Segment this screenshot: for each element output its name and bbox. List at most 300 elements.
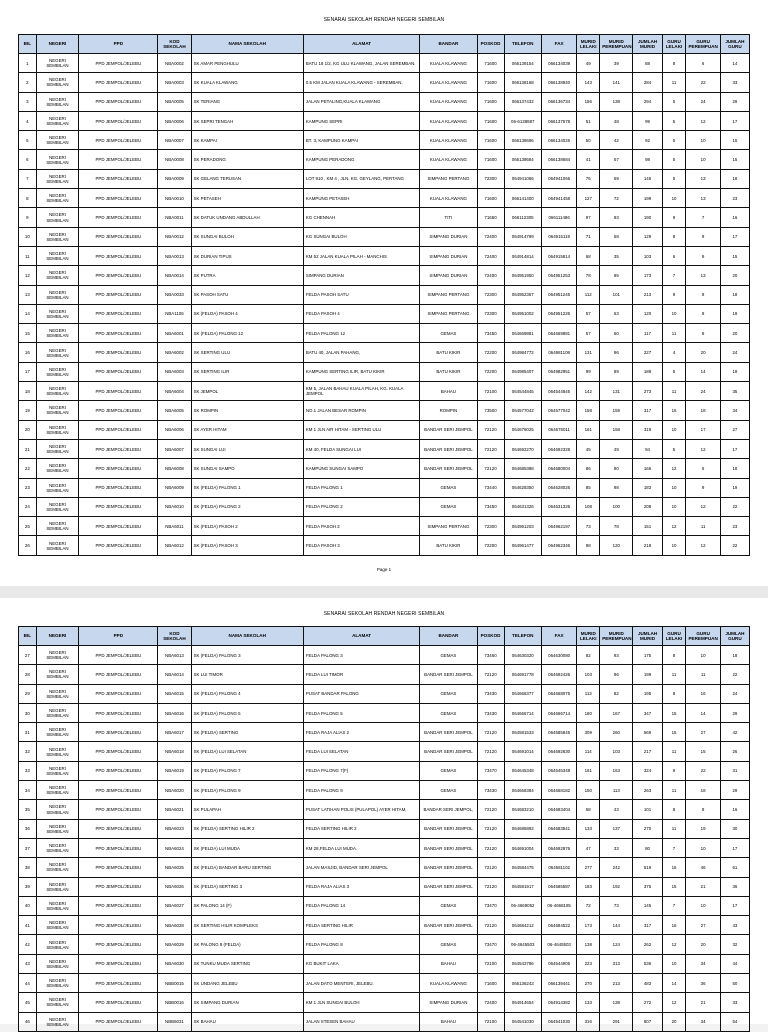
cell-guru-perempuan: 36 (686, 974, 720, 993)
cell-poskod: 72100 (477, 954, 504, 973)
cell-poskod: 72100 (477, 1012, 504, 1031)
cell-alamat: FELDA LUI SELATAN (303, 742, 419, 761)
cell-fax: 064668182 (541, 781, 576, 800)
cell-ppd: PPD JEMPOL/JELEBU (79, 111, 158, 130)
cell-alamat: FELDA PALONG 2 (303, 497, 419, 516)
cell-jumlah-murid: 117 (633, 324, 662, 343)
cell-jumlah-murid: 183 (633, 478, 662, 497)
cell-guru-lelaki: 10 (662, 536, 686, 555)
cell-ppd: PPD JEMPOL/JELEBU (79, 974, 158, 993)
cell-bil: 2 (19, 73, 37, 92)
cell-alamat: KAMPUNG SEPRI (303, 111, 419, 130)
table-row (19, 497, 750, 516)
cell-bil: 19 (19, 401, 37, 420)
cell-bandar: ROMPIN (420, 401, 477, 420)
cell-guru-lelaki: 7 (662, 838, 686, 857)
table-row (19, 343, 750, 362)
cell-negeri: NEGERI SEMBILAN (36, 478, 79, 497)
cell-fax: 064951226 (541, 304, 576, 323)
cell-guru-perempuan: 22 (686, 73, 720, 92)
table-row (19, 916, 750, 935)
cell-guru-perempuan: 18 (686, 401, 720, 420)
cell-murid-lelaki: 127 (577, 189, 600, 208)
cell-fax: 066111486 (541, 208, 576, 227)
cell-nama-sekolah: SK PALONG 8 (FELDA) (191, 935, 303, 954)
cell-fax: 064645348 (541, 761, 576, 780)
cell-murid-perempuan: 57 (600, 150, 633, 169)
cell-nama-sekolah: SK SUNGAI LUI (191, 439, 303, 458)
cell-kod-sekolah: NBA6009 (158, 478, 191, 497)
cell-guru-lelaki: 10 (662, 497, 686, 516)
cell-negeri: NEGERI SEMBILAN (36, 266, 79, 285)
cell-murid-lelaki: 131 (577, 343, 600, 362)
cell-bandar: KUALA KLAWANG (420, 92, 477, 111)
cell-guru-perempuan: 11 (686, 517, 720, 536)
cell-fax: 064585845 (541, 723, 576, 742)
cell-kod-sekolah: NBA6012 (158, 536, 191, 555)
cell-kod-sekolah: NBA6005 (158, 401, 191, 420)
cell-bil: 37 (19, 838, 37, 857)
cell-ppd: PPD JEMPOL/JELEBU (79, 858, 158, 877)
cell-bil: 8 (19, 189, 37, 208)
cell-bil: 4 (19, 111, 37, 130)
cell-bandar: BANDAR SERI JEMPOL (420, 877, 477, 896)
cell-murid-perempuan: 49 (600, 439, 633, 458)
cell-alamat: FELDA PALONG 9 (303, 781, 419, 800)
table-row (19, 877, 750, 896)
cell-guru-perempuan: 16 (686, 684, 720, 703)
cell-guru-lelaki: 10 (662, 954, 686, 973)
cell-negeri: NEGERI SEMBILAN (36, 246, 79, 265)
cell-kod-sekolah: NBA0008 (158, 150, 191, 169)
table-row (19, 266, 750, 285)
cell-guru-perempuan: 10 (686, 838, 720, 857)
cell-guru-lelaki: 7 (662, 896, 686, 915)
cell-jumlah-murid: 375 (633, 877, 662, 896)
cell-jumlah-guru: 19 (720, 304, 749, 323)
cell-ppd: PPD JEMPOL/JELEBU (79, 781, 158, 800)
cell-alamat: FELDA PALONG 3 (303, 646, 419, 665)
cell-negeri: NEGERI SEMBILAN (36, 208, 79, 227)
cell-alamat: 0.5 KM JALAN KUALA KLAWANG - SEREMBAN. (303, 73, 419, 92)
cell-negeri: NEGERI SEMBILAN (36, 517, 79, 536)
table-row (19, 896, 750, 915)
table-row (19, 858, 750, 877)
cell-murid-lelaki: 76 (577, 169, 600, 188)
cell-alamat: BATU 40, JALAN PAHANG, (303, 343, 419, 362)
cell-murid-lelaki: 41 (577, 150, 600, 169)
cell-bil: 13 (19, 285, 37, 304)
cell-poskod: 71600 (477, 131, 504, 150)
cell-guru-lelaki: 15 (662, 858, 686, 877)
cell-jumlah-murid: 213 (633, 285, 662, 304)
column-header-negeri: NEGERI (36, 627, 79, 646)
cell-murid-lelaki: 58 (577, 800, 600, 819)
cell-murid-perempuan: 291 (600, 1012, 633, 1031)
cell-jumlah-guru: 22 (720, 665, 749, 684)
cell-guru-lelaki: 12 (662, 993, 686, 1012)
cell-bandar: GEMAS (420, 896, 477, 915)
cell-negeri: NEGERI SEMBILAN (36, 382, 79, 401)
cell-nama-sekolah: SK PALONG 14 (F) (191, 896, 303, 915)
cell-nama-sekolah: SK BAHAU (191, 1012, 303, 1031)
cell-guru-lelaki: 5 (662, 439, 686, 458)
cell-bil: 7 (19, 169, 37, 188)
cell-telefon: 06-4669052 (504, 896, 541, 915)
cell-kod-sekolah: NBA6013 (158, 646, 191, 665)
cell-guru-perempuan: 14 (686, 703, 720, 722)
cell-alamat: KAMPUNG SUNGAI SAMPO (303, 459, 419, 478)
cell-guru-perempuan: 20 (686, 343, 720, 362)
cell-nama-sekolah: SK PASOH SATU (191, 285, 303, 304)
cell-guru-perempuan: 10 (686, 131, 720, 150)
cell-poskod: 73460 (477, 646, 504, 665)
cell-murid-lelaki: 277 (577, 858, 600, 877)
cell-ppd: PPD JEMPOL/JELEBU (79, 536, 158, 555)
cell-fax: 064941458 (541, 189, 576, 208)
cell-poskod: 72120 (477, 819, 504, 838)
cell-jumlah-murid: 208 (633, 497, 662, 516)
cell-nama-sekolah: SK PULAPAH (191, 800, 303, 819)
cell-fax: 064692830 (541, 742, 576, 761)
cell-murid-lelaki: 112 (577, 285, 600, 304)
table-row (19, 92, 750, 111)
cell-alamat: FELDA PALONG 14 (303, 896, 419, 915)
cell-kod-sekolah: NBA6017 (158, 723, 191, 742)
cell-fax: 064581102 (541, 858, 576, 877)
cell-nama-sekolah: SK (FELDA) LUI SELATAN (191, 742, 303, 761)
cell-guru-perempuan: 46 (686, 858, 720, 877)
cell-jumlah-guru: 17 (720, 439, 749, 458)
cell-bil: 32 (19, 742, 37, 761)
cell-bil: 40 (19, 896, 37, 915)
cell-jumlah-murid: 317 (633, 916, 662, 935)
cell-ppd: PPD JEMPOL/JELEBU (79, 703, 158, 722)
cell-telefon: 064577042 (504, 401, 541, 420)
cell-nama-sekolah: SK (FELDA) PASOH 2 (191, 517, 303, 536)
cell-jumlah-guru: 44 (720, 954, 749, 973)
cell-kod-sekolah: NBA6024 (158, 838, 191, 857)
cell-murid-perempuan: 95 (600, 266, 633, 285)
cell-murid-lelaki: 86 (577, 459, 600, 478)
cell-ppd: PPD JEMPOL/JELEBU (79, 646, 158, 665)
cell-kod-sekolah: NBA6020 (158, 781, 191, 800)
cell-nama-sekolah: SK SERTING HILIR KOMPLEKS (191, 916, 303, 935)
cell-ppd: PPD JEMPOL/JELEBU (79, 324, 158, 343)
cell-guru-lelaki: 11 (662, 382, 686, 401)
cell-telefon: 064691778 (504, 665, 541, 684)
cell-fax: 064684522 (541, 916, 576, 935)
cell-kod-sekolah: NBA0013 (158, 246, 191, 265)
cell-negeri: NEGERI SEMBILAN (36, 800, 79, 819)
cell-jumlah-guru: 18 (720, 646, 749, 665)
cell-kod-sekolah: NBA6015 (158, 684, 191, 703)
cell-alamat: KM 52 JALAN KUALA PILAH - MANCHIS (303, 246, 419, 265)
cell-murid-perempuan: 138 (600, 92, 633, 111)
cell-poskod: 72120 (477, 439, 504, 458)
cell-kod-sekolah: NBA6026 (158, 877, 191, 896)
cell-guru-perempuan: 27 (686, 916, 720, 935)
cell-fax: 066137578 (541, 111, 576, 130)
cell-bil: 16 (19, 343, 37, 362)
cell-telefon: 06-4645503 (504, 935, 541, 954)
cell-bil: 46 (19, 1012, 37, 1031)
table-row (19, 382, 750, 401)
cell-fax: 064915119 (541, 227, 576, 246)
cell-negeri: NEGERI SEMBILAN (36, 665, 79, 684)
cell-nama-sekolah: SK (FELDA) PASOH 4 (191, 304, 303, 323)
cell-guru-perempuan: 12 (686, 439, 720, 458)
cell-fax: 064683404 (541, 800, 576, 819)
cell-telefon: 064544845 (504, 382, 541, 401)
cell-kod-sekolah: NBA6010 (158, 497, 191, 516)
cell-poskod: 71600 (477, 54, 504, 73)
cell-murid-lelaki: 114 (577, 742, 600, 761)
column-header-poskod: POSKOD (477, 35, 504, 54)
cell-murid-perempuan: 124 (600, 935, 633, 954)
cell-telefon: 064676025 (504, 420, 541, 439)
column-header-kod-sekolah: KOD SEKOLAH (158, 627, 191, 646)
cell-telefon: 064961477 (504, 536, 541, 555)
cell-poskod: 71600 (477, 111, 504, 130)
cell-poskod: 72120 (477, 916, 504, 935)
cell-nama-sekolah: SK (FELDA) PASOH 3 (191, 536, 303, 555)
cell-murid-lelaki: 161 (577, 761, 600, 780)
cell-jumlah-murid: 347 (633, 703, 662, 722)
cell-guru-lelaki: 9 (662, 285, 686, 304)
cell-bandar: GEMAS (420, 761, 477, 780)
cell-ppd: PPD JEMPOL/JELEBU (79, 896, 158, 915)
cell-fax: 064914382 (541, 993, 576, 1012)
column-header-alamat: ALAMAT (303, 35, 419, 54)
cell-jumlah-guru: 20 (720, 324, 749, 343)
cell-murid-perempuan: 242 (600, 858, 633, 877)
cell-bil: 38 (19, 858, 37, 877)
cell-alamat: JALAN PETALING,KUALA KLAWANG (303, 92, 419, 111)
cell-bandar: SIMPANG PERTANG (420, 304, 477, 323)
cell-poskod: 73450 (477, 324, 504, 343)
cell-jumlah-murid: 272 (633, 993, 662, 1012)
cell-poskod: 72200 (477, 536, 504, 555)
table-row (19, 324, 750, 343)
cell-telefon: 066139154 (504, 54, 541, 73)
cell-nama-sekolah: SK KUALA KLAWANG (191, 73, 303, 92)
cell-negeri: NEGERI SEMBILAN (36, 703, 79, 722)
document-title: SENARAI SEKOLAH RENDAH NEGERI SEMBILAN (323, 17, 445, 23)
cell-murid-lelaki: 85 (577, 478, 600, 497)
cell-bil: 22 (19, 459, 37, 478)
cell-alamat: KM 5, JALAN BAHAU KUALA PILAH, KG. KUALA JEMPOL (303, 382, 419, 401)
table-row (19, 800, 750, 819)
cell-bil: 10 (19, 227, 37, 246)
cell-telefon: 064685892 (504, 819, 541, 838)
cell-bandar: KUALA KLAWANG (420, 131, 477, 150)
cell-bil: 45 (19, 993, 37, 1012)
cell-jumlah-guru: 30 (720, 819, 749, 838)
column-header-murid-perempuan: MURID PEREMPUAN (600, 35, 633, 54)
school-table (18, 626, 750, 1032)
cell-jumlah-murid: 519 (633, 858, 662, 877)
cell-negeri: NEGERI SEMBILAN (36, 819, 79, 838)
cell-nama-sekolah: SK KAMPAI (191, 131, 303, 150)
table-header-row (19, 35, 750, 54)
cell-telefon: 064961203 (504, 517, 541, 536)
cell-negeri: NEGERI SEMBILAN (36, 935, 79, 954)
cell-bandar: SIMPANG PERTANG (420, 169, 477, 188)
cell-ppd: PPD JEMPOL/JELEBU (79, 227, 158, 246)
cell-fax: 064544905 (541, 954, 576, 973)
table-row (19, 227, 750, 246)
cell-nama-sekolah: SK PETASEH (191, 189, 303, 208)
cell-murid-perempuan: 69 (600, 169, 633, 188)
column-header-ppd: PPD (79, 35, 158, 54)
cell-bil: 18 (19, 382, 37, 401)
cell-bil: 9 (19, 208, 37, 227)
cell-jumlah-murid: 569 (633, 723, 662, 742)
cell-jumlah-guru: 33 (720, 993, 749, 1012)
cell-murid-lelaki: 161 (577, 420, 600, 439)
cell-murid-perempuan: 58 (600, 227, 633, 246)
cell-nama-sekolah: SK (FELDA) PALONG 5 (191, 703, 303, 722)
cell-nama-sekolah: SK (FELDA) SERTING (191, 723, 303, 742)
cell-murid-lelaki: 72 (577, 896, 600, 915)
cell-guru-lelaki: 11 (662, 781, 686, 800)
cell-jumlah-murid: 190 (633, 208, 662, 227)
cell-guru-lelaki: 15 (662, 877, 686, 896)
cell-negeri: NEGERI SEMBILAN (36, 362, 79, 381)
cell-murid-perempuan: 35 (600, 246, 633, 265)
cell-guru-perempuan: 10 (686, 150, 720, 169)
cell-guru-perempuan: 13 (686, 266, 720, 285)
cell-murid-perempuan: 313 (600, 954, 633, 973)
cell-murid-lelaki: 68 (577, 246, 600, 265)
cell-telefon: 064984772 (504, 343, 541, 362)
table-row (19, 478, 750, 497)
cell-bil: 1 (19, 54, 37, 73)
cell-kod-sekolah: NBA0009 (158, 169, 191, 188)
cell-bandar: BANDAR SERI JEMPOL (420, 838, 477, 857)
cell-guru-lelaki: 8 (662, 684, 686, 703)
cell-guru-perempuan: 27 (686, 723, 720, 742)
cell-kod-sekolah: NBA6030 (158, 954, 191, 973)
cell-ppd: PPD JEMPOL/JELEBU (79, 954, 158, 973)
cell-bil: 3 (19, 92, 37, 111)
cell-jumlah-guru: 27 (720, 420, 749, 439)
cell-telefon: 064668384 (504, 781, 541, 800)
cell-nama-sekolah: SK (FELDA) PALONG 9 (191, 781, 303, 800)
column-header-murid-perempuan: MURID PEREMPUAN (600, 627, 633, 646)
cell-bandar: GEMAS (420, 478, 477, 497)
table-row (19, 169, 750, 188)
cell-guru-lelaki: 4 (662, 343, 686, 362)
cell-poskod: 72300 (477, 304, 504, 323)
cell-bil: 30 (19, 703, 37, 722)
cell-telefon: 064692270 (504, 439, 541, 458)
cell-guru-lelaki: 6 (662, 246, 686, 265)
cell-fax: 064676011 (541, 420, 576, 439)
cell-guru-perempuan: 20 (686, 935, 720, 954)
column-header-bandar: BANDAR (420, 627, 477, 646)
cell-bil: 33 (19, 761, 37, 780)
cell-kod-sekolah: NBA6002 (158, 343, 191, 362)
cell-jumlah-guru: 15 (720, 150, 749, 169)
cell-murid-perempuan: 98 (600, 478, 633, 497)
cell-murid-lelaki: 97 (577, 208, 600, 227)
cell-telefon: 064691014 (504, 742, 541, 761)
cell-negeri: NEGERI SEMBILAN (36, 896, 79, 915)
cell-telefon: 066138168 (504, 73, 541, 92)
cell-negeri: NEGERI SEMBILAN (36, 401, 79, 420)
column-header-poskod: POSKOD (477, 627, 504, 646)
cell-kod-sekolah: NBA6021 (158, 800, 191, 819)
column-header-bandar: BANDAR (420, 35, 477, 54)
cell-nama-sekolah: SK (FELDA) BANDAR BARU SERTING (191, 858, 303, 877)
cell-kod-sekolah: NBA6018 (158, 742, 191, 761)
cell-fax: 064631326 (541, 497, 576, 516)
cell-fax: 064962197 (541, 517, 576, 536)
cell-bandar: GEMAS (420, 324, 477, 343)
cell-ppd: PPD JEMPOL/JELEBU (79, 439, 158, 458)
cell-kod-sekolah: NBA6027 (158, 896, 191, 915)
cell-murid-perempuan: 131 (600, 382, 633, 401)
cell-guru-lelaki: 9 (662, 208, 686, 227)
cell-murid-perempuan: 159 (600, 401, 633, 420)
cell-guru-perempuan: 21 (686, 993, 720, 1012)
table-row (19, 781, 750, 800)
cell-jumlah-guru: 29 (720, 92, 749, 111)
table-row (19, 459, 750, 478)
cell-kod-sekolah: NBA6007 (158, 439, 191, 458)
cell-negeri: NEGERI SEMBILAN (36, 150, 79, 169)
cell-bandar: SIMPANG PERTANG (420, 517, 477, 536)
cell-ppd: PPD JEMPOL/JELEBU (79, 478, 158, 497)
cell-alamat: BATU 18 1/2, KG ULU KLAWANG, JALAN SEREMBAN. (303, 54, 419, 73)
cell-poskod: 72120 (477, 420, 504, 439)
cell-nama-sekolah: SK (FELDA) PALONG 12 (191, 324, 303, 343)
cell-telefon: 066136243 (504, 974, 541, 993)
cell-murid-lelaki: 73 (577, 517, 600, 536)
table-row (19, 993, 750, 1012)
cell-alamat: FELDA PALONG 5 (303, 703, 419, 722)
cell-bandar: BANDAR SERI JEMPOL (420, 723, 477, 742)
cell-bandar: GEMAS (420, 935, 477, 954)
cell-ppd: PPD JEMPOL/JELEBU (79, 208, 158, 227)
cell-jumlah-guru: 23 (720, 517, 749, 536)
cell-fax: 066136734 (541, 92, 576, 111)
column-header-telefon: TELEFON (504, 627, 541, 646)
cell-bandar: SIMPANG PERTANG (420, 285, 477, 304)
cell-nama-sekolah: SK (FELDA) LUI MUDA (191, 838, 303, 857)
cell-murid-perempuan: 93 (600, 646, 633, 665)
cell-nama-sekolah: SK SERTING ILIR (191, 362, 303, 381)
cell-guru-perempuan: 6 (686, 459, 720, 478)
cell-jumlah-murid: 227 (633, 343, 662, 362)
cell-murid-perempuan: 33 (600, 838, 633, 857)
cell-alamat: FELDA PALONG 7(F) (303, 761, 419, 780)
cell-jumlah-murid: 175 (633, 646, 662, 665)
cell-ppd: PPD JEMPOL/JELEBU (79, 362, 158, 381)
cell-murid-lelaki: 133 (577, 819, 600, 838)
column-header-murid-lelaki: MURID LELAKI (577, 35, 600, 54)
cell-murid-perempuan: 139 (600, 993, 633, 1012)
cell-murid-lelaki: 223 (577, 954, 600, 973)
cell-jumlah-murid: 324 (633, 761, 662, 780)
cell-kod-sekolah: NBA0010 (158, 189, 191, 208)
cell-murid-perempuan: 89 (600, 362, 633, 381)
cell-alamat: KG CHENNAH (303, 208, 419, 227)
cell-alamat: FELDA RAJA ALIAS 3 (303, 877, 419, 896)
cell-fax: 064666714 (541, 703, 576, 722)
